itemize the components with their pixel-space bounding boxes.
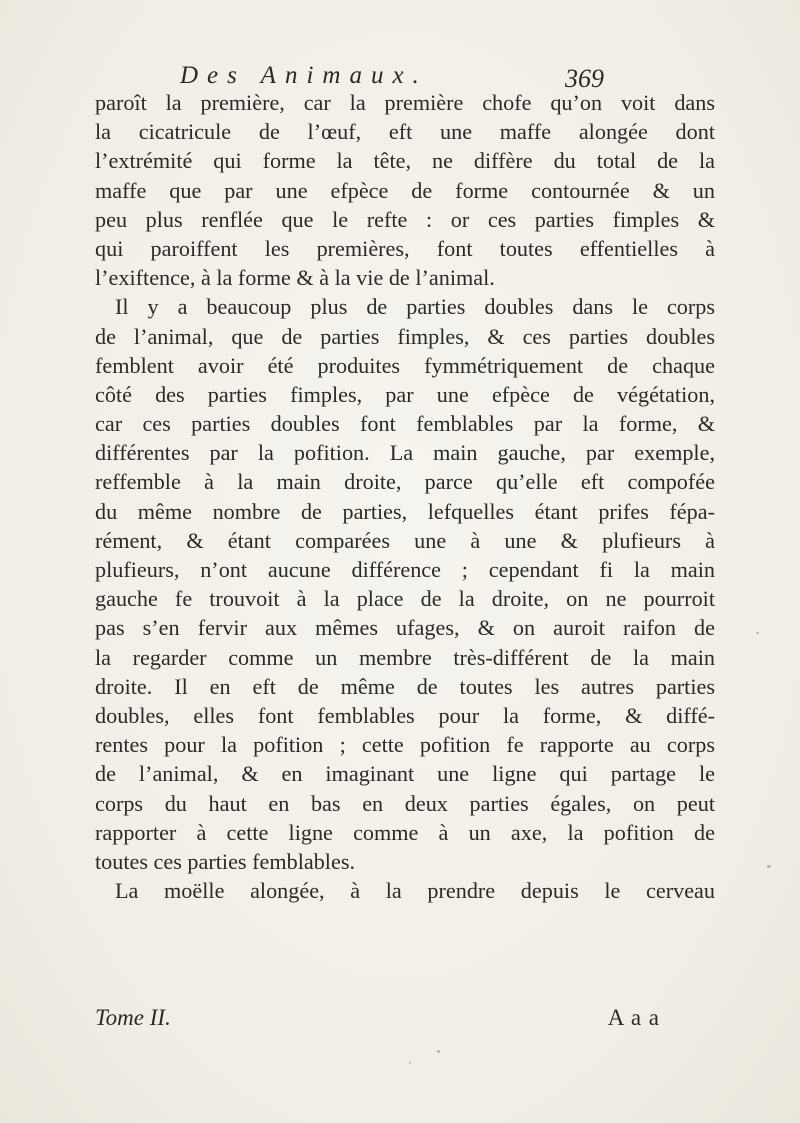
text-line: l’exiftence, à la forme & à la vie de l’animal. [95, 265, 495, 291]
page-footer [95, 1005, 715, 1035]
text-line: corps du haut en bas en deux parties égales, on peut [95, 790, 715, 816]
paragraph-first-line: La moëlle alongée, à la prendre depuis le cerveau [115, 878, 715, 904]
text-line: du même nombre de parties, lefquelles étant prifes fépa- [95, 498, 715, 524]
paragraph-first-line: Il y a beaucoup plus de parties doubles dans le corps [115, 294, 715, 320]
text-line: paroît la première, car la première chofe qu’on voit dans [95, 90, 715, 115]
paper-speck [437, 1050, 440, 1053]
text-line: l’extrémité qui forme la tête, ne diffère du total de la [95, 148, 715, 174]
text-line: différentes par la pofition. La main gauche, par exemple, [95, 440, 715, 466]
text-line: car ces parties doubles font femblables par la forme, & [95, 411, 715, 437]
text-line: maffe que par une efpèce de forme contournée & un [95, 177, 715, 203]
text-line: qui paroiffent les premières, font toutes effentielles à [95, 235, 715, 261]
text-line: rément, & étant comparées une à une & plufieurs à [95, 527, 715, 553]
text-line: gauche fe trouvoit à la place de la droite, on ne pourroit [95, 586, 715, 612]
paper-speck [756, 632, 759, 634]
volume-label: Tome II. [95, 1005, 171, 1030]
text-line: droite. Il en eft de même de toutes les autres parties [95, 673, 715, 699]
text-line: doubles, elles font femblables pour la forme, & diffé- [95, 702, 715, 728]
running-head-title: Des Animaux. [180, 62, 428, 89]
printer-signature: A a a [607, 1005, 660, 1030]
text-line: côté des parties fimples, par une efpèce de végétation, [95, 381, 715, 407]
text-line: pas s’en fervir aux mêmes ufages, & on auroit raifon de [95, 615, 715, 641]
text-line: rapporter à cette ligne comme à un axe, la pofition de [95, 819, 715, 845]
paper-speck [767, 865, 771, 868]
text-line: plufieurs, n’ont aucune différence ; cependant fi la main [95, 557, 715, 582]
text-line: reffemble à la main droite, parce qu’elle eft compofée [95, 469, 715, 495]
page-number: 369 [565, 64, 604, 93]
text-line: la regarder comme un membre très-différent de la main [95, 644, 715, 670]
paper-speck [409, 1062, 411, 1064]
body-text [95, 88, 715, 905]
text-line: la cicatricule de l’œuf, eft une maffe alongée dont [95, 119, 715, 145]
text-line: de l’animal, & en imaginant une ligne qui partage le [95, 761, 715, 787]
text-line: femblent avoir été produites fymmétriquement de chaque [95, 352, 715, 378]
text-line: peu plus renflée que le refte : or ces parties fimples & [95, 206, 715, 232]
text-line: toutes ces parties femblables. [95, 848, 355, 874]
text-line: de l’animal, que de parties fimples, & ces parties doubles [95, 323, 715, 349]
text-line: rentes pour la pofition ; cette pofition fe rapporte au corps [95, 732, 715, 758]
